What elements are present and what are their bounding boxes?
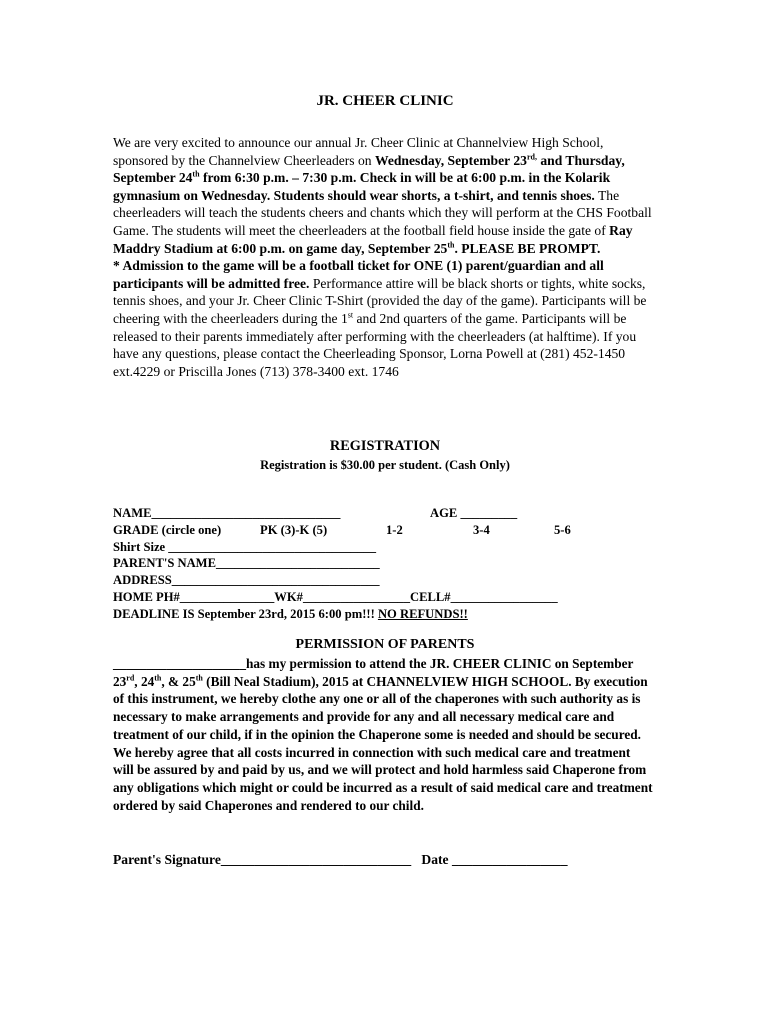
- intro-sup-rd: rd,: [526, 152, 537, 162]
- intro-date-thu: and Thursday, September 24: [113, 152, 625, 186]
- form-row-name: [113, 505, 673, 522]
- no-refunds-text: NO REFUNDS!!: [377, 606, 468, 621]
- address-field[interactable]: ADDRESS_________________________________: [113, 573, 380, 588]
- intro-stadium: Ray Maddry Stadium at 6:00 p.m. on game day, September 25: [113, 222, 633, 256]
- grade-option-5-6[interactable]: 5-6: [554, 522, 571, 537]
- grade-label: GRADE (circle one): [113, 522, 222, 537]
- intro-sup-th-2: th: [447, 240, 455, 250]
- name-field[interactable]: NAME______________________________: [113, 506, 341, 520]
- grade-option-3-4[interactable]: 3-4: [473, 522, 490, 537]
- intro-text-3: Performance attire will be black shorts or tights, white socks, tennis shoes, and your Jr. Cheer Clinic T-Shirt (provided the day of the game). Participants will be cheering with the cheerleaders during the 1: [113, 275, 647, 326]
- registration-subtitle: Registration is $30.00 per student. (Cash Only): [260, 458, 510, 472]
- age-field[interactable]: AGE _________: [430, 506, 518, 520]
- permission-text-2: , 24: [134, 673, 155, 689]
- intro-date-wed: Wednesday, September 23: [375, 152, 527, 168]
- date-field[interactable]: Date _________________: [421, 852, 568, 867]
- intro-text-4: and 2nd quarters of the game. Participants will be released to their parents immediately after performing with the cheerleaders (at halftime). If you have any questions, please contact the Cheerleading Sponsor, Lorna Powell at (281) 452-1450 ext.4229 or Priscilla Jones (713) 378-3400 ext. 1746: [113, 310, 637, 379]
- permission-sup-th: th: [154, 673, 162, 683]
- signature-row: [113, 852, 673, 868]
- shirt-size-field[interactable]: Shirt Size _________________________________: [113, 539, 377, 554]
- grade-option-1-2[interactable]: 1-2: [386, 522, 403, 537]
- permission-sup-rd: rd: [126, 673, 135, 683]
- permission-text-1: ____________________has my permission to attend the JR. CHEER CLINIC on September 23: [113, 656, 634, 689]
- phone-fields[interactable]: HOME PH#_______________WK#_________________CELL#_________________: [113, 589, 558, 604]
- permission-sup-th-2: th: [195, 673, 203, 683]
- intro-text: We are very excited to announce our annual Jr. Cheer Clinic at Channelview High School, sponsored by the Channelview Cheerleaders on: [113, 135, 604, 168]
- intro-prompt: . PLEASE BE PROMPT.: [454, 240, 601, 256]
- grade-option-pk-k[interactable]: PK (3)-K (5): [260, 522, 328, 537]
- intro-paragraph: [113, 134, 658, 380]
- parent-signature-field[interactable]: Parent's Signature____________________________: [113, 852, 412, 867]
- permission-text-4: (Bill Neal Stadium), 2015 at CHANNELVIEW HIGH SCHOOL. By execution of this instrument, we hereby clothe any one or all of the chaperones with such authority as is necessary to make arrangements and provide for any and all necessary medical care and treatment of our child, if in the opinion the Chaperone some is needed and should be secured. We hereby agree that all costs incurred in connection with such medical care and treatment will be assured by and paid by us, and we will protect and hold harmless said Chaperone from any obligations which might or could be incurred as a result of said medical care and treatment ordered by said Chaperones and rendered to our child.: [113, 673, 653, 813]
- intro-text-2: The cheerleaders will teach the students cheers and chants which they will perform at the CHS Football Game. The students will meet the cheerleaders at the football field house inside the gate of: [113, 187, 652, 238]
- intro-sup-th: th: [192, 169, 200, 179]
- registration-form: [113, 505, 673, 623]
- intro-sup-st: st: [347, 310, 354, 320]
- deadline-text: DEADLINE IS September 23rd, 2015 6:00 pm!!!: [113, 606, 378, 621]
- registration-title: REGISTRATION: [329, 438, 441, 454]
- deadline-notice: [113, 606, 673, 623]
- parent-name-field[interactable]: PARENT'S NAME__________________________: [113, 556, 380, 571]
- intro-admission: * Admission to the game will be a football ticket for ONE (1) parent/guardian and all participants will be admitted free.: [113, 258, 604, 291]
- form-row-grade: [113, 522, 673, 539]
- page-title: JR. CHEER CLINIC: [316, 93, 454, 109]
- permission-text-3: , & 25: [161, 673, 196, 689]
- permission-title: PERMISSION OF PARENTS: [295, 637, 475, 652]
- intro-time-location: from 6:30 p.m. – 7:30 p.m. Check in will be at 6:00 p.m. in the Kolarik gymnasium on Wednesday. Students should wear shorts, a t-shirt, and tennis shoes.: [113, 170, 611, 203]
- permission-paragraph: [113, 655, 653, 814]
